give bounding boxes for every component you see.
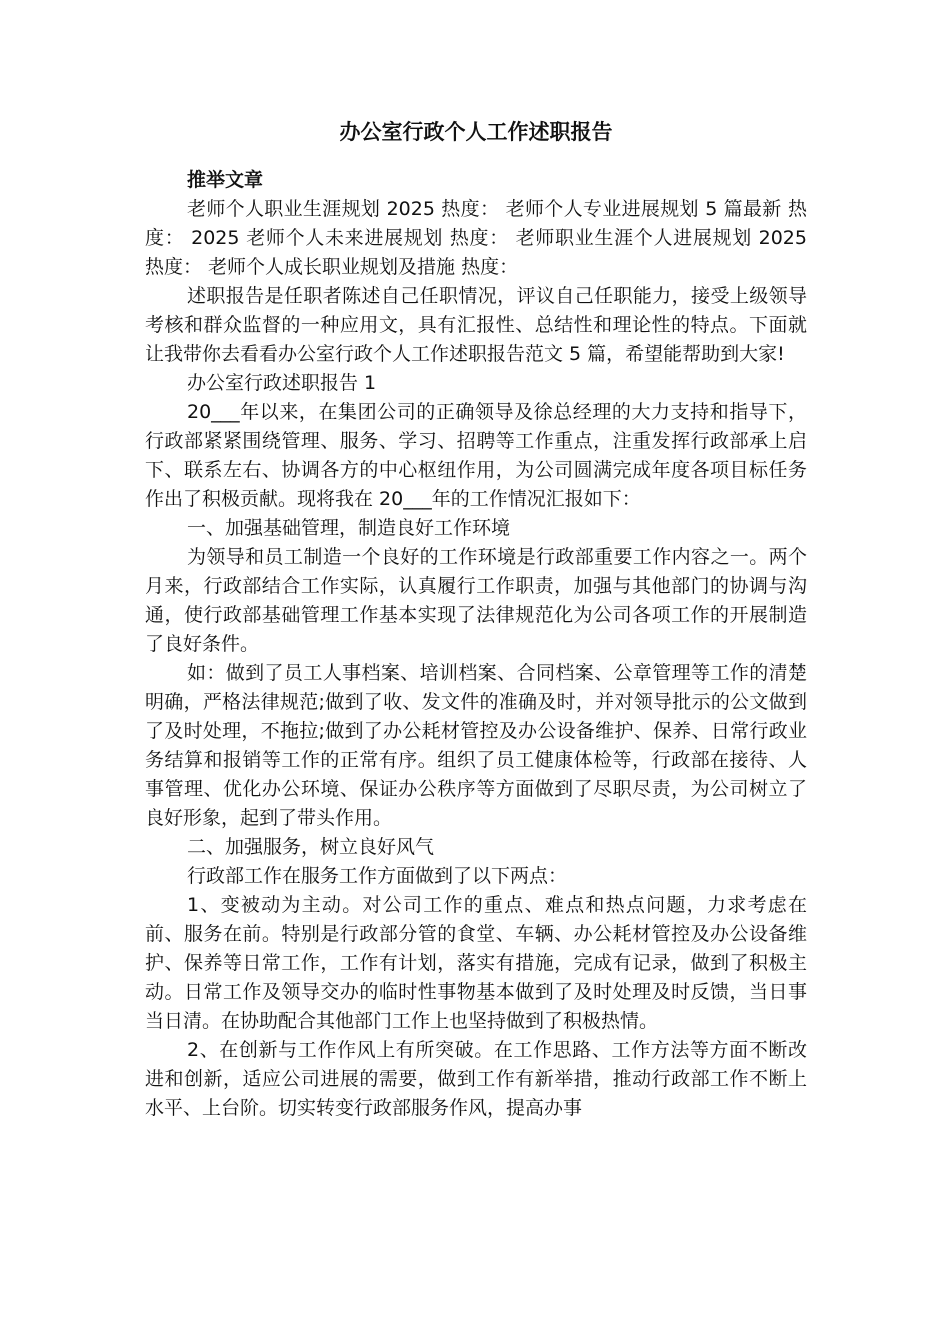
paragraph: 2、在创新与工作作风上有所突破。在工作思路、工作方法等方面不断改进和创新，适应公司进展的需要，做到工作有新举措，推动行政部工作不断上水平、上台阶。切实转变行政部服务作风，提高办事 [145,1039,807,1119]
document-body [145,166,807,1123]
document-title: 办公室行政个人工作述职报告 [339,120,613,144]
paragraph: 二、加强服务，树立良好风气 [187,836,435,858]
paragraph: 20___年以来，在集团公司的正确领导及徐总经理的大力支持和指导下，行政部紧紧围绕管理、服务、学习、招聘等工作重点，注重发挥行政部承上启下、联系左右、协调各方的中心枢纽作用，为公司圆满完成年度各项目标任务作出了积极贡献。现将我在 20___年的工作情况汇报如下： [145,401,807,510]
document-page [145,112,807,1123]
paragraph: 行政部工作在服务工作方面做到了以下两点： [187,865,568,887]
paragraph: 办公室行政述职报告 1 [187,372,377,394]
paragraph: 述职报告是任职者陈述自己任职情况，评议自己任职能力，接受上级领导考核和群众监督的一种应用文，具有汇报性、总结性和理论性的特点。下面就让我带你去看看办公室行政个人工作述职报告范文 5 篇，希望能帮助到大家! [145,285,807,365]
paragraph: 如：做到了员工人事档案、培训档案、合同档案、公章管理等工作的清楚明确，严格法律规范;做到了收、发文件的准确及时，并对领导批示的公文做到了及时处理，不拖拉;做到了办公耗材管控及办公设备维护、保养、日常行政业务结算和报销等工作的正常有序。组织了员工健康体检等，行政部在接待、人事管理、优化办公环境、保证办公秩序等方面做到了尽职尽责，为公司树立了良好形象，起到了带头作用。 [145,662,807,829]
section-heading: 推举文章 [187,169,264,191]
paragraph: 老师个人职业生涯规划 2025 热度： 老师个人专业进展规划 5 篇最新 热度： 2025 老师个人未来进展规划 热度： 老师职业生涯个人进展规划 2025 热度： 老师个人成长职业规划及措施 热度： [145,198,807,278]
paragraph: 一、加强基础管理，制造良好工作环境 [187,517,511,539]
paragraph: 1、变被动为主动。对公司工作的重点、难点和热点问题，力求考虑在前、服务在前。特别是行政部分管的食堂、车辆、办公耗材管控及办公设备维护、保养等日常工作，工作有计划，落实有措施，完成有记录，做到了积极主动。日常工作及领导交办的临时性事物基本做到了及时处理及时反馈，当日事当日清。在协助配合其他部门工作上也坚持做到了积极热情。 [145,894,807,1032]
paragraph: 为领导和员工制造一个良好的工作环境是行政部重要工作内容之一。两个月来，行政部结合工作实际，认真履行工作职责，加强与其他部门的协调与沟通，使行政部基础管理工作基本实现了法律规范化为公司各项工作的开展制造了良好条件。 [145,546,807,655]
